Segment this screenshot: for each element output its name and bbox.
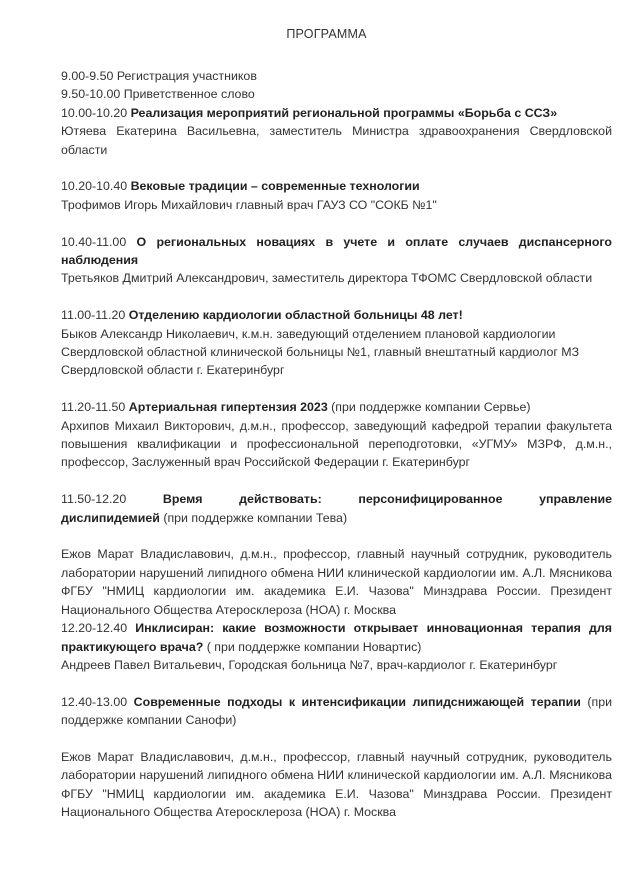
program-item (61, 490, 612, 619)
item-sponsor: (при поддержке компании Сервье) (331, 400, 531, 415)
program-item (61, 177, 612, 214)
item-heading (61, 104, 612, 122)
item-time: 9.00-9.50 (61, 69, 114, 83)
item-time: 12.20-12.40 (61, 621, 128, 636)
item-time: 9.50-10.00 (61, 87, 121, 102)
item-time: 10.20-10.40 (61, 179, 128, 194)
item-topic: Отделению кардиологии областной больницы 48 лет! (128, 308, 463, 323)
item-text: Приветственное слово (123, 87, 255, 102)
item-time: 10.00-10.20 (61, 105, 128, 120)
program-item (61, 619, 612, 674)
item-topic-continued: дислипидемией (61, 510, 160, 525)
item-heading (61, 233, 612, 270)
program-item (61, 693, 612, 822)
item-topic: Современные подходы к интенсификации липидснижающей терапии (133, 694, 581, 709)
item-topic: Вековые традиции – современные технологии (130, 179, 420, 194)
program-item (61, 398, 612, 472)
item-speaker: Ежов Марат Владиславович, д.м.н., профессор, главный научный сотрудник, руководитель лаборатории нарушений липидного обмена НИИ клинической кардиологии им. А.Л. Мясникова ФГБУ "НМИЦ кардиологии им. академика Е.И. Чазова" Минздрава России. Президент Национального Общества Атеросклероза (НОА) г. Москва (61, 547, 612, 617)
item-topic: Артериальная гипертензия 2023 (128, 400, 328, 415)
program-item (61, 306, 612, 380)
page-title: ПРОГРАММА (286, 27, 367, 41)
item-time: 10.40-11.00 (61, 234, 127, 249)
item-topic: Инклисиран: какие возможности открывает инновационная терапия для практикующего врача? (61, 621, 612, 654)
item-heading (61, 306, 612, 324)
item-topic: Время действовать: персонифицированное управление (162, 492, 612, 507)
program-item (61, 104, 612, 159)
item-heading (61, 177, 612, 195)
item-speaker: Андреев Павел Витальевич, Городская больница №7, врач-кардиолог г. Екатеринбург (61, 657, 558, 672)
item-sponsor: (при поддержке компании Тева) (163, 510, 348, 525)
item-time: 12.40-13.00 (61, 694, 128, 709)
item-speaker: Архипов Михаил Викторович, д.м.н., профессор, заведующий кафедрой терапии факультета повышения квалификации и профессиональной переподготовки, «УГМУ» МЗРФ, д.м.н., профессор, Заслуженный врач Российской Федерации г. Екатеринбург (61, 418, 612, 470)
item-time: 11.50-12.20 (61, 492, 127, 507)
item-heading (61, 398, 612, 416)
item-text: Регистрация участников (116, 69, 257, 83)
item-heading-line2 (61, 509, 612, 527)
program-document (61, 0, 612, 822)
item-speaker: Ютяева Екатерина Васильевна, заместитель Министра здравоохранения Свердловской области (61, 124, 612, 157)
item-time: 11.20-11.50 (61, 400, 126, 415)
item-time: 11.00-11.20 (61, 308, 126, 323)
program-item-welcome (61, 85, 612, 103)
item-heading-line1 (61, 490, 612, 508)
item-speaker: Третьяков Дмитрий Александрович, заместитель директора ТФОМС Свердловской области (61, 271, 593, 286)
item-speaker: Ежов Марат Владиславович, д.м.н., профессор, главный научный сотрудник, руководитель лаборатории нарушений липидного обмена НИИ клинической кардиологии им. А.Л. Мясникова ФГБУ "НМИЦ кардиологии им. академика Е.И. Чазова" Минздрава России. Президент Национального Общества Атеросклероза (НОА) г. Москва (61, 749, 612, 820)
program-item-registration (61, 67, 612, 85)
item-topic: О региональных новациях в учете и оплате случаев диспансерного наблюдения (61, 234, 612, 268)
item-speaker: Трофимов Игорь Михайлович главный врач ГАУЗ СО "СОКБ №1" (61, 197, 437, 212)
item-heading (61, 693, 612, 730)
item-topic: Реализация мероприятий региональной программы «Борьба с ССЗ» (130, 105, 558, 120)
item-sponsor: (при поддержке компании Санофи) (61, 694, 613, 728)
item-sponsor: ( при поддержке компании Новартис) (206, 639, 422, 654)
item-speaker: Быков Александр Николаевич, к.м.н. заведующий отделением плановой кардиологии Свердловской областной клинической больницы №1, главный внештатный кардиолог МЗ Свердловской области г. Екатеринбург (61, 326, 580, 378)
program-item (61, 233, 612, 288)
item-heading (61, 619, 612, 656)
